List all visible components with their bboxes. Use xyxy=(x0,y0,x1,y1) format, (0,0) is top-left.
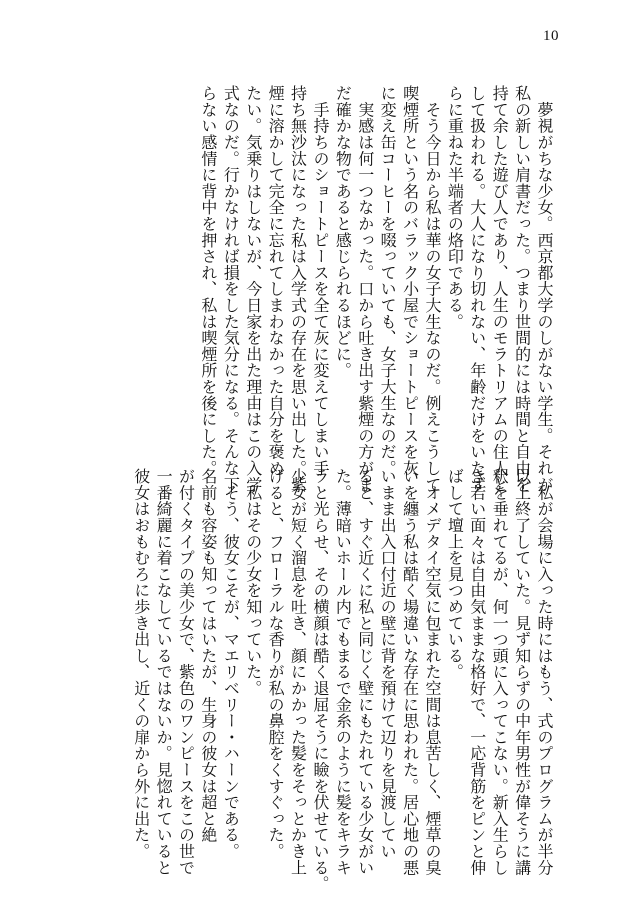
text-line: ると、すぐ近くに私と同じく壁にもたれている少女がい xyxy=(355,468,375,876)
text-block-top xyxy=(197,85,556,493)
text-line: たい。気乗りはしないが、今日家を出た理由はこの入学 xyxy=(243,85,263,493)
text-line: ラと光らせ、その横顔は酷く退屈そうに瞼を伏せている。 xyxy=(310,468,330,892)
text-line: オメデタイ空気に包まれた空間は息苦しく、煙草の臭 xyxy=(422,468,442,876)
text-line: ばして壇上を見つめている。 xyxy=(445,468,465,680)
text-line: いまま出入口付近の壁に背を預けて辺りを見渡してい xyxy=(378,468,398,860)
text-line: 私が会場に入った時にはもう、式のプログラムが半分 xyxy=(535,468,554,876)
text-line: げると、フローラルな香りが私の鼻腔をくすぐった。 xyxy=(266,468,286,860)
text-line: 持て余した遊び人であり、人生のモラトリアムの住人と xyxy=(490,85,510,493)
text-line: 釈を垂れてるが、何一つ頭に入ってこない。新入生らし xyxy=(490,468,510,876)
text-line: いを纏う私は酷く場違いな存在に思われた。居心地の悪 xyxy=(400,468,420,876)
text-block-bottom xyxy=(129,468,555,892)
text-line: らに重ねた半端者の烙印である。 xyxy=(445,85,465,330)
text-line: だ確かな物であると感じられるほどに。 xyxy=(333,85,353,379)
text-line: 喫煙所という名のバラック小屋でショートピースを灰 xyxy=(400,85,420,477)
text-line: 手持ちのショートピースを全て灰に変えてしまい手 xyxy=(310,85,330,477)
text-line: 彼女はおもむろに歩き出し、近くの扉から外に出た。 xyxy=(131,468,151,860)
text-line: らない感情に背中を押され、私は喫煙所を後にした。 xyxy=(198,85,218,477)
page-number: 10 xyxy=(543,28,559,44)
text-line: 式なのだ。行かなければ損をした気分になる。そんな下 xyxy=(221,85,241,493)
text-line: 私はその少女を知っていた。 xyxy=(243,468,263,697)
text-line: そう今日から私は華の女子大生なのだ。例えこうして xyxy=(422,85,442,493)
text-line: き若い面々は自由気ままな格好で、一応背筋をピンと伸 xyxy=(467,468,487,876)
text-line: 煙に溶かして完全に忘れてしまわなかった自分を褒め xyxy=(266,85,286,477)
text-line: が付くタイプの美少女で、紫色のワンピースをこの世で xyxy=(176,468,196,876)
text-line: 実感は何一つなかった。口から吐き出す紫煙の方がま xyxy=(355,85,375,493)
text-line: して扱われる。大人になり切れない、年齢だけをいたず xyxy=(467,85,487,493)
text-line: 以上終了していた。見ず知らずの中年男性が偉そうに講 xyxy=(512,468,532,876)
text-line: 私の新しい肩書だった。つまり世間的には時間と自由を xyxy=(512,85,532,493)
text-line: 名前も容姿も知ってはいたが、生身の彼女は超と絶 xyxy=(198,468,218,843)
text-line: た。薄暗いホール内でもまるで金糸のように髪をキラキ xyxy=(333,468,353,876)
text-line: 夢視がちな少女。西京都大学のしがない学生。それが xyxy=(535,85,554,493)
text-line: そう、彼女こそが、マエリベリー・ハーンである。 xyxy=(221,468,241,860)
text-line: 少女が短く溜息を吐き、顔にかかった髪をそっとかき上 xyxy=(288,468,308,876)
text-line: 持ち無沙汰になった私は入学式の存在を思い出した。紫 xyxy=(288,85,308,493)
text-line: に変え缶コーヒーを啜っていても、女子大生なのだ。 xyxy=(378,85,398,477)
text-line: 一番綺麗に着こなしているではないか。見惚れていると xyxy=(154,468,174,876)
